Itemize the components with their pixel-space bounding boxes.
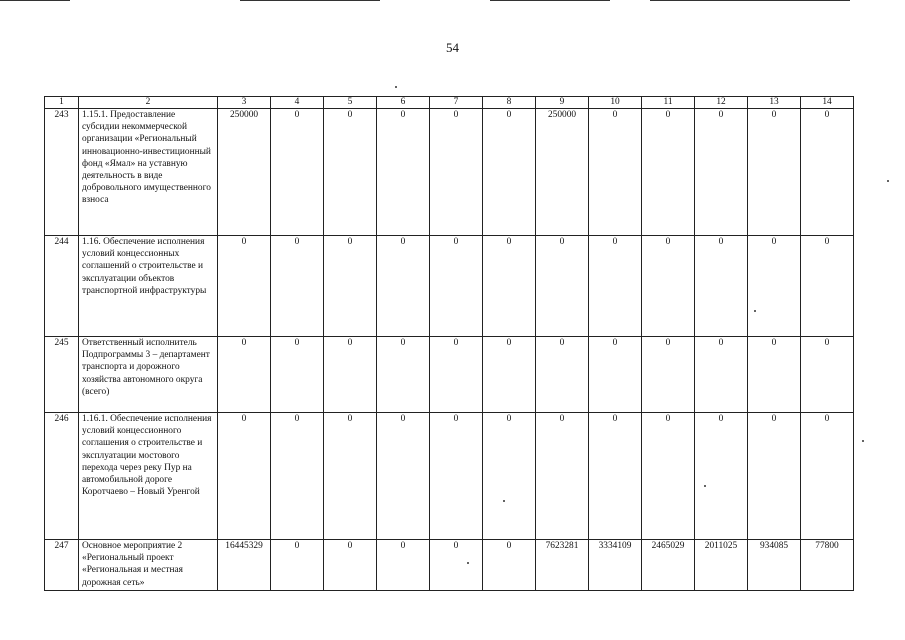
table-cell: 0 [430,540,483,591]
scan-edge-line [0,0,70,1]
table-cell: 0 [377,540,430,591]
column-header: 7 [430,97,483,109]
column-header: 2 [79,97,218,109]
table-cell: 0 [377,109,430,236]
table-row [45,540,854,591]
column-header: 10 [589,97,642,109]
table-row [45,413,854,540]
table-cell: 0 [748,337,801,413]
row-number: 244 [45,236,79,337]
table-cell: 0 [801,236,854,337]
table-cell: 0 [536,413,589,540]
column-header: 6 [377,97,430,109]
table-cell: 0 [748,109,801,236]
row-number: 246 [45,413,79,540]
table-row [45,109,854,236]
table-cell: 0 [695,236,748,337]
table-cell: 0 [430,337,483,413]
column-header: 12 [695,97,748,109]
table-cell: 0 [324,413,377,540]
table-cell: 0 [218,337,271,413]
column-header: 1 [45,97,79,109]
table-cell: 0 [642,109,695,236]
scan-edge-line [650,0,850,1]
table-cell: 0 [536,337,589,413]
table-cell: 0 [483,540,536,591]
scan-speck [887,180,889,182]
table-cell: 0 [218,236,271,337]
row-description: 1.15.1. Предоставление субсидии некоммерческой организации «Региональный инновационно-инвестиционный фонд «Ямал» на уставную деятельность в виде добровольного имущественного взноса [79,109,218,236]
row-number: 243 [45,109,79,236]
table-cell: 3334109 [589,540,642,591]
row-description: 1.16. Обеспечение исполнения условий концессионных соглашений о строительстве и эксплуатации объектов транспортной инфраструктуры [79,236,218,337]
table-cell: 0 [748,413,801,540]
table-cell: 0 [271,540,324,591]
table-cell: 0 [377,413,430,540]
table-cell: 0 [271,236,324,337]
table-cell: 2465029 [642,540,695,591]
table-row [45,236,854,337]
table-cell: 0 [801,109,854,236]
table-cell: 0 [324,540,377,591]
table-cell: 0 [589,337,642,413]
table-cell: 0 [642,413,695,540]
table-cell: 0 [801,337,854,413]
column-header: 14 [801,97,854,109]
table-cell: 0 [271,413,324,540]
row-description: 1.16.1. Обеспечение исполнения условий концессионного соглашения о строительстве и эксплуатации мостового перехода через реку Пур на автомобильной дороге Коротчаево – Новый Уренгой [79,413,218,540]
table-cell: 16445329 [218,540,271,591]
row-number: 247 [45,540,79,591]
table-cell: 0 [377,236,430,337]
column-header: 8 [483,97,536,109]
column-number-row [45,97,854,109]
page-number: 54 [446,40,459,55]
table-cell: 2011025 [695,540,748,591]
scan-edge-line [490,0,610,1]
table-cell: 934085 [748,540,801,591]
table-cell: 0 [430,413,483,540]
table-cell: 0 [642,337,695,413]
table-cell: 0 [748,236,801,337]
row-number: 245 [45,337,79,413]
row-description: Основное мероприятие 2 «Региональный проект «Региональная и местная дорожная сеть» [79,540,218,591]
table-cell: 0 [483,413,536,540]
scan-edge-line [240,0,380,1]
scan-speck [862,440,864,442]
table-cell: 0 [483,337,536,413]
table-cell: 250000 [536,109,589,236]
column-header: 9 [536,97,589,109]
scan-speck [395,86,397,88]
table-cell: 0 [430,109,483,236]
column-header: 5 [324,97,377,109]
column-header: 13 [748,97,801,109]
table-cell: 0 [377,337,430,413]
column-header: 4 [271,97,324,109]
table-cell: 0 [218,413,271,540]
table-cell: 0 [430,236,483,337]
table-cell: 0 [324,109,377,236]
table-cell: 0 [483,109,536,236]
table-cell: 0 [801,413,854,540]
table-row [45,337,854,413]
table-cell: 0 [589,109,642,236]
table-cell: 0 [695,109,748,236]
column-header: 11 [642,97,695,109]
budget-table [44,96,854,591]
table-cell: 0 [695,337,748,413]
table-cell: 0 [271,109,324,236]
table-cell: 0 [483,236,536,337]
table-cell: 0 [589,413,642,540]
column-header: 3 [218,97,271,109]
table-cell: 250000 [218,109,271,236]
table-cell: 0 [695,413,748,540]
table-cell: 0 [271,337,324,413]
table-cell: 0 [536,236,589,337]
row-description: Ответственный исполнитель Подпрограммы 3 – департамент транспорта и дорожного хозяйства автономного округа (всего) [79,337,218,413]
table-cell: 77800 [801,540,854,591]
table-cell: 0 [589,236,642,337]
table-cell: 0 [642,236,695,337]
table-cell: 0 [324,236,377,337]
table-cell: 0 [324,337,377,413]
table-cell: 7623281 [536,540,589,591]
